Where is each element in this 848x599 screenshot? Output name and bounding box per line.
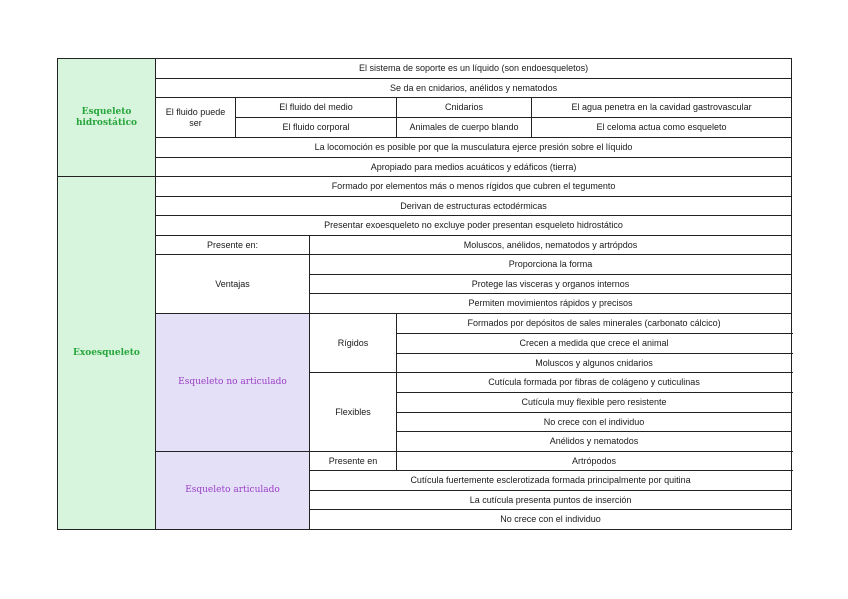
hidro-grupos: Se da en cnidarios, anélidos y nematodos — [156, 79, 792, 98]
hidro-locomocion: La locomoción es posible por que la musculatura ejerce presión sobre el líquido — [156, 138, 792, 158]
fluido-medio-desc: El agua penetra en la cavidad gastrovascular — [532, 98, 792, 118]
hidro-soporte: El sistema de soporte es un líquido (son endoesqueletos) — [156, 59, 792, 79]
flexibles-label: Flexibles — [310, 373, 397, 452]
articulado-cuticula: Cutícula fuertemente esclerotizada formada principalmente por quitina — [310, 471, 792, 491]
fluido-medio: El fluido del medio — [236, 98, 397, 118]
ventajas-label: Ventajas — [156, 255, 310, 314]
skeleton-table — [57, 58, 792, 530]
fluido-corporal-grupo: Animales de cuerpo blando — [397, 118, 532, 138]
exo-presente-label: Presente en: — [156, 236, 310, 255]
exo-presente-val: Moluscos, anélidos, nematodos y artrópdos — [310, 236, 792, 255]
rigido-item: Moluscos y algunos cnidarios — [397, 354, 792, 373]
fluido-label: El fluido puede ser — [156, 98, 236, 138]
articulado-crece: No crece con el individuo — [310, 510, 792, 530]
rigido-item: Formados por depósitos de sales minerales (carbonato cálcico) — [397, 314, 792, 334]
ventaja-item: Protege las visceras y organos internos — [310, 275, 792, 294]
ventaja-item: Proporciona la forma — [310, 255, 792, 275]
exo-derivan: Derivan de estructuras ectodérmicas — [156, 197, 792, 216]
hidrostatico-title: Esqueleto hidrostático — [58, 59, 156, 177]
rigidos-label: Rígidos — [310, 314, 397, 373]
exo-excluye: Presentar exoesqueleto no excluye poder presentan esqueleto hidrostático — [156, 216, 792, 236]
articulado-insercion: La cutícula presenta puntos de inserción — [310, 491, 792, 510]
flexible-item: Anélidos y nematodos — [397, 432, 792, 452]
exoesqueleto-title: Exoesqueleto — [58, 177, 156, 530]
no-articulado-title: Esqueleto no articulado — [156, 314, 310, 452]
fluido-corporal-desc: El celoma actua como esqueleto — [532, 118, 792, 138]
articulado-presente-val: Artrópodos — [397, 452, 792, 471]
exo-formado: Formado por elementos más o menos rígidos que cubren el tegumento — [156, 177, 792, 197]
flexible-item: Cutícula formada por fibras de colágeno y cuticulinas — [397, 373, 792, 393]
hidro-medios: Apropiado para medios acuáticos y edáficos (tierra) — [156, 158, 792, 177]
fluido-medio-grupo: Cnidarios — [397, 98, 532, 118]
articulado-presente-label: Presente en — [310, 452, 397, 471]
flexible-item: Cutícula muy flexible pero resistente — [397, 393, 792, 413]
articulado-title: Esqueleto articulado — [156, 452, 310, 530]
flexible-crece: No crece con el individuo — [397, 413, 792, 432]
ventaja-item: Permiten movimientos rápidos y precisos — [310, 294, 792, 314]
fluido-corporal: El fluido corporal — [236, 118, 397, 138]
rigido-item: Crecen a medida que crece el animal — [397, 334, 792, 354]
